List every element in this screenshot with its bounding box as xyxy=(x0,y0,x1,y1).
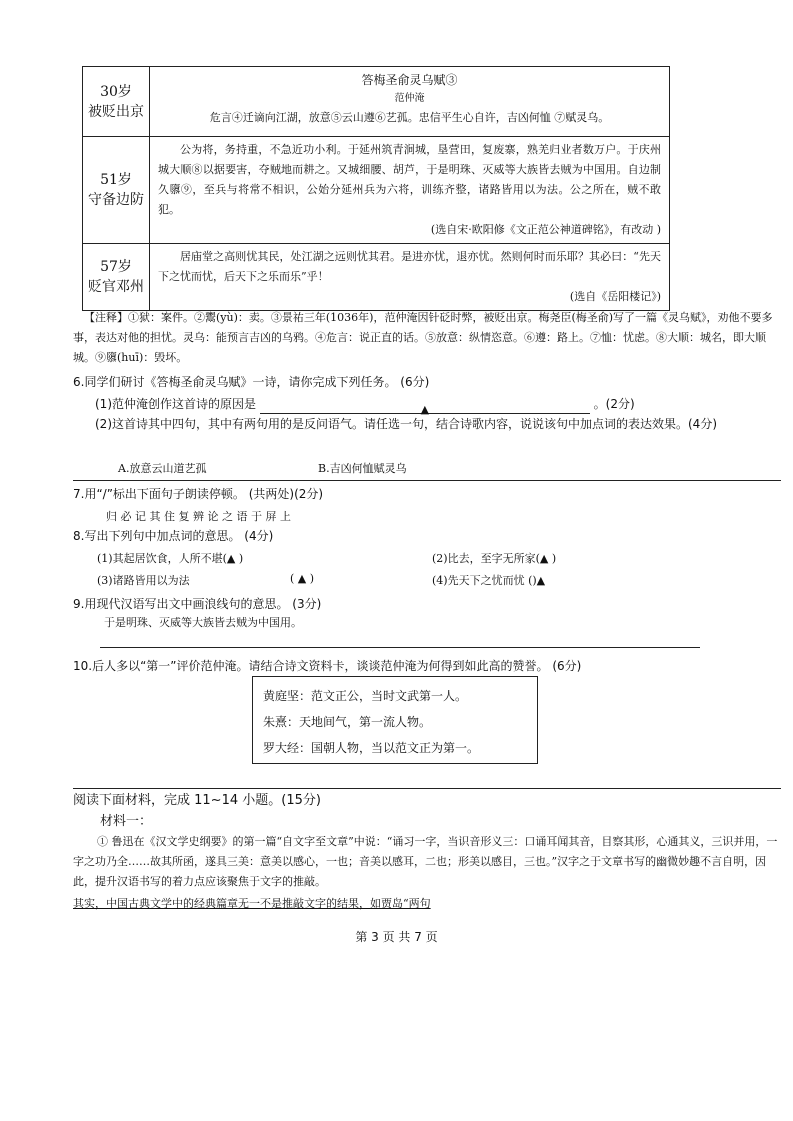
q8-item3: (3)诸路皆用以为法 xyxy=(97,574,190,587)
q6-part2: (2)这首诗其中四句，其中有两句用的是反问语气。请任选一句，结合诗歌内容，说说该句中加点词的表达效果。(4分) xyxy=(95,417,718,431)
material-paragraph: ① 鲁迅在《汉文学史纲要》的第一篇“自文字至文章”中说：“诵习一字，当识音形义三：口诵耳闻其音，目察其形，心通其义，三识并用，一字之功乃全……故其所函，遂具三美：意美以感心，一也；音美以感耳，二也；形美以感目，三也。”汉字之于文章书写的幽微妙趣不言自明，因此，提升汉语书写的着力点应该聚焦于文字的推敲。 xyxy=(73,835,778,888)
triangle-marker: ▲ xyxy=(420,403,430,416)
age-cell-2 xyxy=(83,137,150,244)
q8-item4: (4)先天下之忧而忧 ()▲ xyxy=(432,574,546,587)
age-label: 30岁 xyxy=(100,83,132,100)
q9-answer-line[interactable] xyxy=(100,647,700,648)
event-label: 贬官邓州 xyxy=(88,279,144,295)
q8-item3-blank: ( ▲ ) xyxy=(290,572,315,585)
epitaph-source: (选自宋·欧阳修《文正范公神道碑铭》，有改动 ) xyxy=(430,223,661,236)
q6-option-a: A.放意云山道艺孤 xyxy=(118,462,207,475)
event-label: 守备边防 xyxy=(88,192,144,208)
q8-item1: (1)其起居饮食，人所不堪(▲ ) xyxy=(97,552,244,565)
age-cell-3 xyxy=(83,244,150,311)
q8-item2: (2)比去，至字无所家(▲ ) xyxy=(432,552,557,565)
material-paragraph-end: 其实，中国古典文学中的经典篇章无一不是推敲文字的结果，如贾岛“两句 xyxy=(73,897,431,910)
q7-sentence: 归 必 记 其 住 复 辨 论 之 语 于 屏 上 xyxy=(106,510,291,523)
q6-part1 xyxy=(95,394,775,414)
age-cell-1 xyxy=(83,67,150,137)
epitaph-text: 公为将，务持重，不急近功小利。于延州筑青涧城，垦营田，复废寨，熟羌归业者数万户。于庆州城大顺⑧以据要害，夺贼地而耕之。又城细腰、胡芦，于是明珠、灭威等大族皆去贼为中国用。自边制久隳⑨，至兵与将常不相识，公始分延州兵为六将，训练齐整，诸路皆用以为法。公之所在，贼不敢犯。 xyxy=(158,143,661,216)
divider xyxy=(73,480,781,481)
q9-sentence: 于是明珠、灭威等大族皆去贼为中国用。 xyxy=(104,616,302,629)
reading-title: 阅读下面材料，完成 11~14 小题。(15分) xyxy=(73,793,321,808)
quote-huang: 黄庭坚：范文正公，当时文武第一人。 xyxy=(263,689,468,703)
divider xyxy=(73,788,781,789)
quote-card xyxy=(252,676,538,764)
q6-option-b: B.吉凶何恤赋灵乌 xyxy=(318,462,407,475)
poem-author: 范仲淹 xyxy=(394,93,425,104)
q6-answer-blank[interactable] xyxy=(260,399,590,414)
poem-cell xyxy=(150,67,670,137)
poem-text: 危言④迁谪向江湖，放意⑤云山遵⑥艺孤。忠信平生心自许，吉凶何恤 ⑦赋灵乌。 xyxy=(209,111,610,124)
q9-stem: 9.用现代汉语写出文中画浪线句的意思。 (3分) xyxy=(73,597,322,611)
material-label: 材料一： xyxy=(100,814,153,829)
epitaph-cell xyxy=(150,137,670,244)
q7-stem: 7.用“/”标出下面句子朗读停顿。 (共两处)(2分) xyxy=(73,487,324,501)
notes: 【注释】①狱：案件。②鬻(yù)：卖。③景祐三年(1036年)，范仲淹因针砭时弊，被贬出京。梅尧臣(梅圣俞)写了一篇《灵乌赋》，劝他不要多事，表达对他的担忧。灵乌：能预言吉凶的乌鸦。④危言：说正直的话。⑤放意：纵情恣意。⑥遵：路上。⑦恤：忧虑。⑧大顺：城名，即大顺城。⑨隳(huī)：毁坏。 xyxy=(73,311,773,364)
q6-part1-prefix: (1)范仲淹创作这首诗的原因是 xyxy=(95,397,256,411)
q6-part1-suffix: 。(2分) xyxy=(593,397,635,411)
age-label: 57岁 xyxy=(100,259,132,275)
material-table xyxy=(82,66,670,311)
yueyang-text: 居庙堂之高则忧其民，处江湖之远则忧其君。是进亦忧，退亦忧。然则何时而乐耶？其必曰：“先天下之忧而忧，后天下之乐而乐”乎！ xyxy=(158,250,661,283)
page-number: 第 3 页 共 7 页 xyxy=(355,930,438,944)
age-label: 51岁 xyxy=(100,172,132,188)
quote-luo: 罗大经：国朝人物，当以范文正为第一。 xyxy=(263,741,480,755)
poem-title: 答梅圣俞灵乌赋③ xyxy=(361,73,458,87)
event-label: 被贬出京 xyxy=(88,103,144,120)
quote-zhu: 朱熹：天地间气，第一流人物。 xyxy=(263,715,432,729)
q10-stem: 10.后人多以“第一”评价范仲淹。请结合诗文资料卡，谈谈范仲淹为何得到如此高的赞誉。 (6分) xyxy=(73,659,582,673)
q8-stem: 8.写出下列句中加点词的意思。 (4分) xyxy=(73,529,274,543)
yueyang-cell xyxy=(150,244,670,311)
yueyang-source: (选自《岳阳楼记》) xyxy=(569,290,661,303)
q6-stem: 6.同学们研讨《答梅圣俞灵乌赋》一诗，请你完成下列任务。 (6分) xyxy=(73,375,430,389)
